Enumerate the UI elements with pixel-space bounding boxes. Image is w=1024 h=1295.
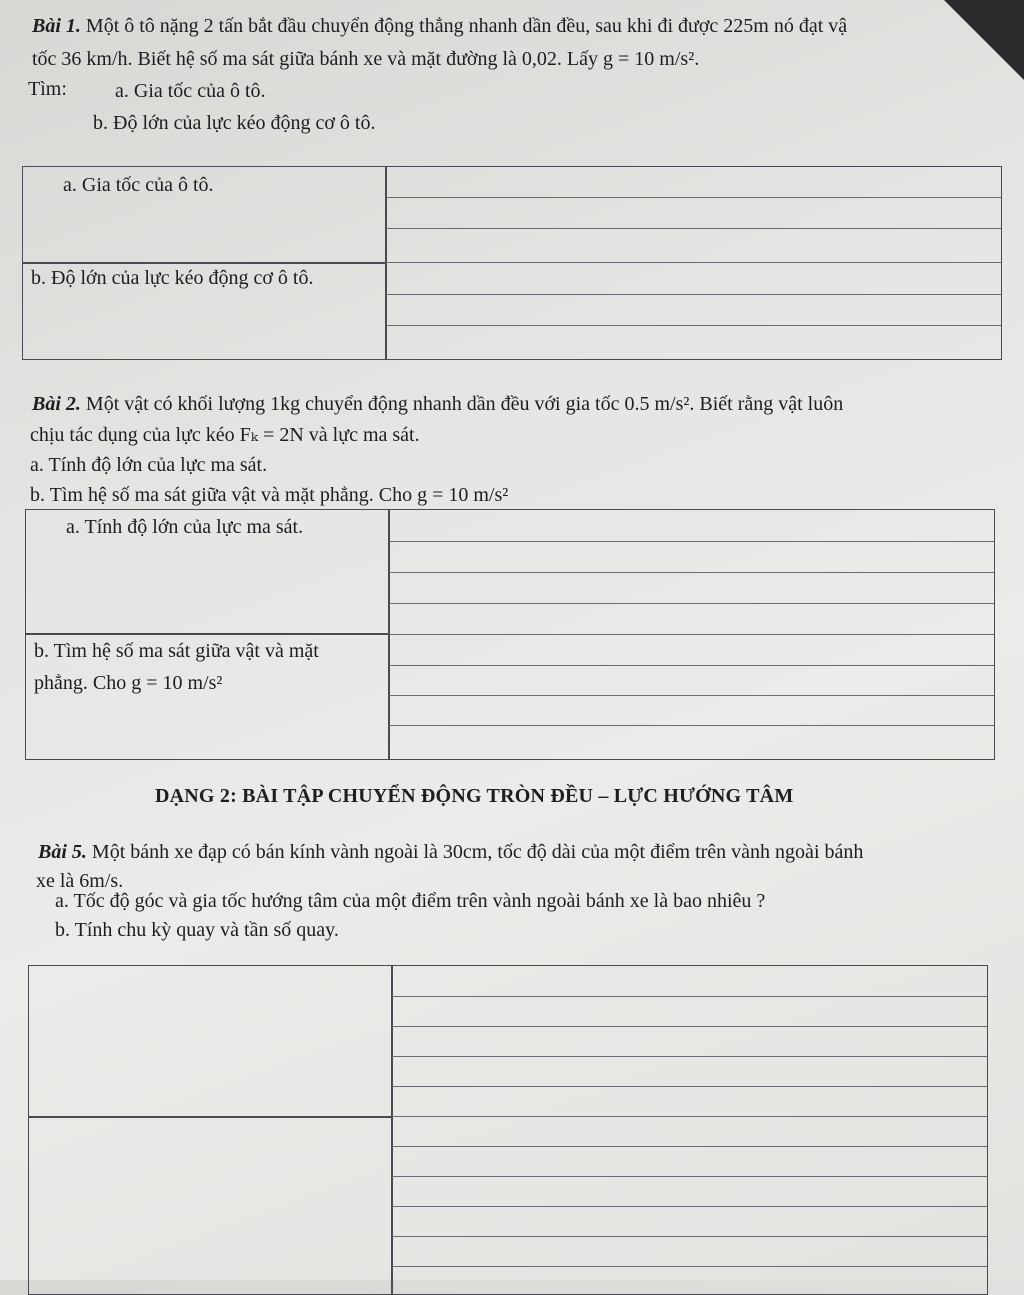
answer-line [386,262,1001,263]
answer-line [392,1266,987,1267]
bai1-text1: Một ô tô nặng 2 tấn bắt đầu chuyển động thẳng nhanh dần đều, sau khi đi được 225m nó đạt vậ [85,15,848,37]
answer-line [389,665,994,666]
table2-row-a-label: a. Tính độ lớn của lực ma sát. [66,516,304,538]
answer-line [389,725,994,726]
bai2-line1 [32,392,843,416]
bai2-line2: chịu tác dụng của lực kéo Fₖ = 2N và lực ma sát. [30,424,420,446]
answer-line [392,1146,987,1147]
bai5-text1: Một bánh xe đạp có bán kính vành ngoài là 30cm, tốc độ dài của một điểm trên vành ngoài bánh [91,841,864,863]
bai5-line1 [38,840,863,864]
answer-table-3 [28,965,988,1295]
bai1-line1 [32,14,847,38]
bai5-line2: xe là 6m/s. [36,870,124,892]
answer-line [389,695,994,696]
answer-line [386,325,1001,326]
bai1-label: Bài 1. [32,15,81,37]
answer-line [389,603,994,604]
table2-row-b-label-line2: phẳng. Cho g = 10 m/s² [34,672,223,694]
bai1-tim-label: Tìm: [28,78,67,100]
answer-line [392,1206,987,1207]
bai2-question-b: b. Tìm hệ số ma sát giữa vật và mặt phẳng. Cho g = 10 m/s² [30,484,509,506]
bai5-question-b: b. Tính chu kỳ quay và tần số quay. [55,919,339,941]
answer-line [386,294,1001,295]
answer-table-2 [25,509,995,760]
bai2-question-a: a. Tính độ lớn của lực ma sát. [30,454,268,476]
answer-line [392,1236,987,1237]
table1-row-b-label: b. Độ lớn của lực kéo động cơ ô tô. [31,267,314,289]
bai5-label: Bài 5. [38,841,87,863]
section-heading: DẠNG 2: BÀI TẬP CHUYỂN ĐỘNG TRÒN ĐỀU – LỰC HƯỚNG TÂM [155,785,794,807]
table3-row-separator [29,1116,392,1118]
table2-row-b-label-line1: b. Tìm hệ số ma sát giữa vật và mặt [34,640,319,662]
bai2-label: Bài 2. [32,393,81,415]
answer-line [392,1026,987,1027]
answer-line [392,1116,987,1117]
answer-line [392,1056,987,1057]
bai2-text1: Một vật có khối lượng 1kg chuyển động nhanh dần đều với gia tốc 0.5 m/s². Biết rằng vật luôn [85,393,844,415]
table2-row-separator [26,633,389,635]
bai1-question-b: b. Độ lớn của lực kéo động cơ ô tô. [93,112,376,134]
bai1-line2: tốc 36 km/h. Biết hệ số ma sát giữa bánh xe và mặt đường là 0,02. Lấy g = 10 m/s². [32,48,700,70]
page-corner-shadow [944,0,1024,80]
bai1-question-a: a. Gia tốc của ô tô. [115,80,266,102]
table3-divider [391,966,393,1294]
answer-line [389,634,994,635]
answer-line [392,1176,987,1177]
answer-line [392,996,987,997]
answer-line [389,572,994,573]
answer-line [389,541,994,542]
table1-row-a-label: a. Gia tốc của ô tô. [63,174,214,196]
answer-table-1 [22,166,1002,360]
answer-line [386,197,1001,198]
bai5-question-a: a. Tốc độ góc và gia tốc hướng tâm của một điểm trên vành ngoài bánh xe là bao nhiêu ? [55,890,766,912]
answer-line [386,228,1001,229]
answer-line [392,1086,987,1087]
